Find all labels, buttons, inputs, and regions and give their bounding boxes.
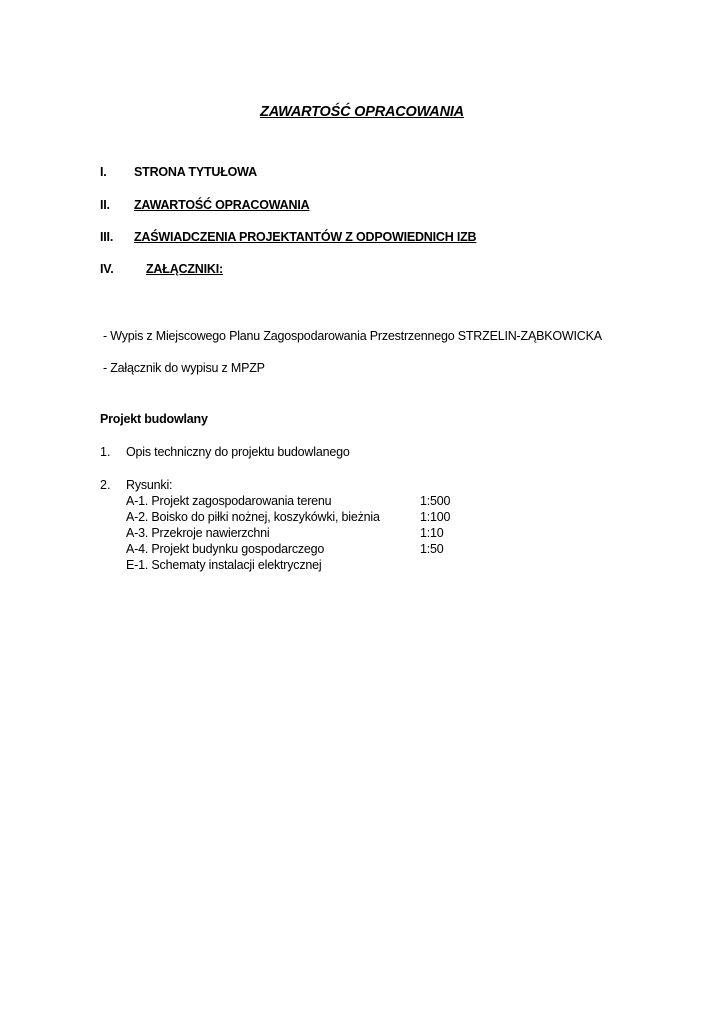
drawing-row [126,541,486,557]
drawing-row [126,525,486,541]
list-item: Opis techniczny do projektu budowlanego [126,445,350,459]
drawing-scale: 1:100 [420,510,451,524]
toc-number: I. [100,165,107,179]
drawing-row [126,557,486,573]
section-heading: Projekt budowlany [100,412,208,426]
drawing-name: A-1. Projekt zagospodarowania terenu [126,494,332,508]
toc-label: ZAWARTOŚĆ OPRACOWANIA [134,198,310,212]
list-number: 1. [100,445,111,459]
drawing-scale: 1:500 [420,494,451,508]
drawing-row [126,493,486,509]
toc-label: ZAŚWIADCZENIA PROJEKTANTÓW Z ODPOWIEDNICH IZB [134,230,477,244]
attachment-item: - Wypis z Miejscowego Planu Zagospodarowania Przestrzennego STRZELIN-ZĄBKOWICKA [103,329,602,343]
drawing-row [126,509,486,525]
toc-number: III. [100,230,114,244]
toc-number: IV. [100,262,114,276]
drawing-scale: 1:10 [420,526,444,540]
toc-number: II. [100,198,110,212]
drawing-name: E-1. Schematy instalacji elektrycznej [126,558,322,572]
list-item: Rysunki: [126,478,173,492]
drawing-scale: 1:50 [420,542,444,556]
drawing-name: A-4. Projekt budynku gospodarczego [126,542,325,556]
list-number: 2. [100,478,111,492]
attachment-item: - Załącznik do wypisu z MPZP [103,361,265,375]
toc-label: STRONA TYTUŁOWA [134,165,257,179]
document-title: ZAWARTOŚĆ OPRACOWANIA [260,104,464,120]
drawing-name: A-3. Przekroje nawierzchni [126,526,270,540]
drawing-name: A-2. Boisko do piłki nożnej, koszykówki, bieżnia [126,510,380,524]
toc-label: ZAŁĄCZNIKI: [146,262,223,276]
